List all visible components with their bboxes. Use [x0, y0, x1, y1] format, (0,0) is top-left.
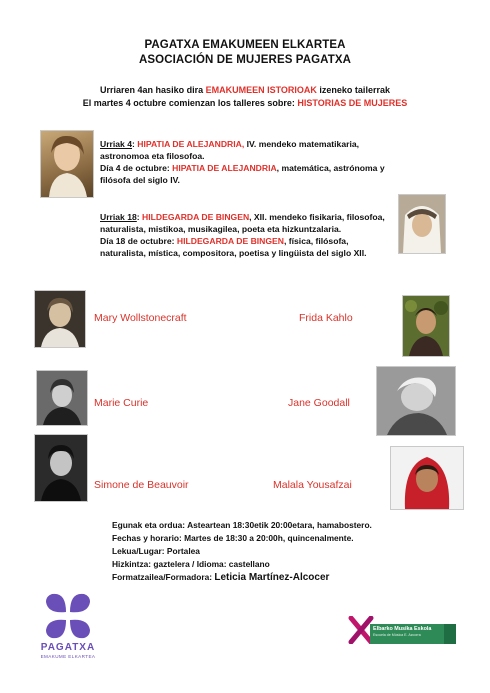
hipatia-portrait	[40, 130, 94, 198]
name-marie-curie: Marie Curie	[94, 397, 149, 409]
mary-wollstonecraft-portrait	[34, 290, 86, 348]
title-spanish: ASOCIACIÓN DE MUJERES PAGATXA	[138, 54, 352, 66]
pagatxa-logo	[36, 590, 100, 660]
music-school-badge	[370, 624, 444, 644]
session1-spanish-line2: filósofa del siglo IV.	[100, 175, 180, 185]
session2-spanish-line2: naturalista, mística, compositora, poetisa y lingüista del siglo XII.	[100, 248, 367, 258]
hipatia-portrait-figure	[41, 131, 93, 197]
music-school-name: Elbarko Musika Eskola	[373, 626, 432, 632]
name-jane-goodall: Jane Goodall	[288, 397, 350, 409]
frida-kahlo-portrait	[402, 295, 450, 357]
details-schedule-basque: Egunak eta ordua: Asteartean 18:30etik 20:00etara, hamabostero.	[112, 520, 372, 530]
simone-de-beauvoir-portrait	[34, 434, 88, 502]
hildegarda-portrait-figure	[399, 195, 445, 253]
hildegarda-portrait	[398, 194, 446, 254]
music-school-logo	[348, 612, 458, 652]
details-language: Hizkintza: gaztelera / Idioma: castellano	[112, 559, 270, 569]
pagatxa-flower-icon	[36, 590, 100, 642]
music-school-subtitle: Escuela de Música E. Azcorra	[373, 633, 421, 637]
name-malala-yousafzai: Malala Yousafzai	[273, 479, 352, 491]
malala-portrait-figure	[391, 447, 463, 509]
session2-basque-line1: Urriak 18: HILDEGARDA DE BINGEN, XII. mendeko fisikaria, filosofoa,	[100, 212, 385, 222]
session2-basque-line2: naturalista, mistikoa, musikagilea, poeta eta hizkuntzalaria.	[100, 224, 342, 234]
session1-basque-line1: Urriak 4: HIPATIA DE ALEJANDRIA, IV. mendeko matematikaria,	[100, 139, 360, 149]
music-school-emblem-icon	[444, 624, 456, 644]
title-basque: PAGATXA EMAKUMEEN ELKARTEA	[144, 39, 346, 51]
simone-portrait-figure	[35, 435, 87, 501]
session2-spanish-line1: Día 18 de octubre: HILDEGARDA DE BINGEN, física, filósofa,	[100, 236, 349, 246]
session1-spanish-line1: Día 4 de octubre: HIPATIA DE ALEJANDRIA, matemática, astrónoma y	[100, 163, 385, 173]
pagatxa-logo-name: PAGATXA	[40, 642, 96, 653]
frida-portrait-figure	[403, 296, 449, 356]
session1-basque-line2: astronomoa eta filosofoa.	[100, 151, 205, 161]
details-trainer: Formatzailea/Formadora: Leticia Martínez-Alcocer	[112, 572, 330, 583]
intro-basque: Urriaren 4an hasiko dira EMAKUMEEN ISTORIOAK izeneko tailerrak	[100, 85, 390, 95]
name-mary-wollstonecraft: Mary Wollstonecraft	[94, 312, 187, 324]
marie-curie-portrait	[36, 370, 88, 426]
name-simone-de-beauvoir: Simone de Beauvoir	[94, 479, 189, 491]
details-location: Lekua/Lugar: Portalea	[112, 546, 200, 556]
intro-spanish: El martes 4 octubre comienzan los talleres sobre: HISTORIAS DE MUJERES	[82, 98, 408, 108]
marie-portrait-figure	[37, 371, 87, 425]
mary-portrait-figure	[35, 291, 85, 347]
malala-yousafzai-portrait	[390, 446, 464, 510]
jane-portrait-figure	[377, 367, 455, 435]
details-schedule-spanish: Fechas y horario: Martes de 18:30 a 20:00h, quincenalmente.	[112, 533, 354, 543]
name-frida-kahlo: Frida Kahlo	[299, 312, 353, 324]
jane-goodall-portrait	[376, 366, 456, 436]
pagatxa-logo-subtitle: EMAKUME ELKARTEA	[40, 654, 96, 659]
